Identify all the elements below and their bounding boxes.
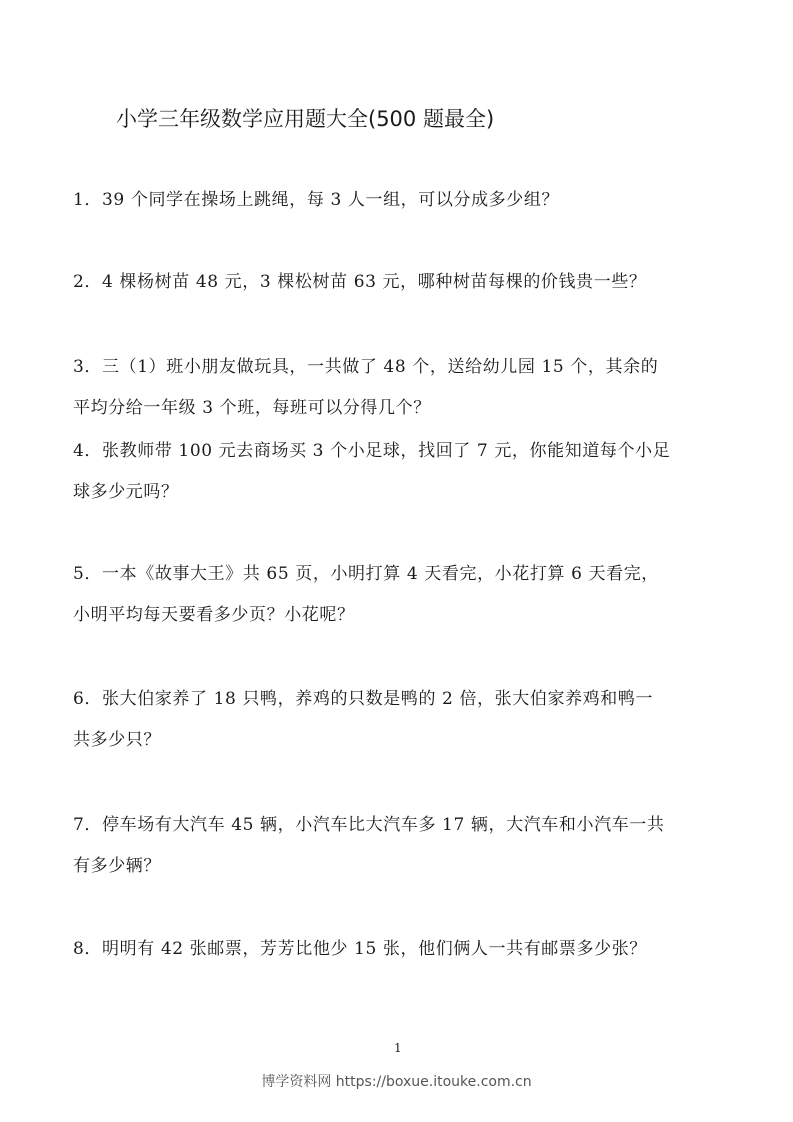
question-2: [73, 262, 723, 303]
question-8-line-1: 8．明明有 42 张邮票，芳芳比他少 15 张，他们俩人一共有邮票多少张？: [73, 939, 647, 959]
question-3: [73, 347, 723, 429]
question-6-line-1: 6．张大伯家养了 18 只鸭，养鸡的只数是鸭的 2 倍，张大伯家养鸡和鸭一: [73, 689, 654, 709]
question-5-line-2: 小明平均每天要看多少页？小花呢？: [73, 605, 355, 625]
question-7-line-2: 有多少辆？: [73, 856, 161, 876]
page-number: 1: [394, 1041, 402, 1055]
question-7-line-1: 7．停车场有大汽车 45 辆，小汽车比大汽车多 17 辆，大汽车和小汽车一共: [73, 815, 665, 835]
question-1-line-1: 1．39 个同学在操场上跳绳，每 3 人一组，可以分成多少组？: [73, 190, 560, 210]
question-4: [73, 431, 723, 513]
question-5: [73, 554, 723, 636]
question-4-line-2: 球多少元吗？: [73, 482, 179, 502]
footer-watermark: 博学资料网 https://boxue.itouke.com.cn: [261, 1074, 532, 1090]
question-7: [73, 805, 723, 887]
question-3-line-2: 平均分给一年级 3 个班，每班可以分得几个？: [73, 398, 431, 418]
question-6-line-2: 共多少只？: [73, 730, 161, 750]
question-2-line-1: 2．4 棵杨树苗 48 元，3 棵松树苗 63 元，哪种树苗每棵的价钱贵一些？: [73, 272, 647, 292]
question-1: [73, 180, 723, 221]
question-4-line-1: 4．张教师带 100 元去商场买 3 个小足球，找回了 7 元，你能知道每个小足: [73, 441, 671, 461]
question-5-line-1: 5．一本《故事大王》共 65 页，小明打算 4 天看完，小花打算 6 天看完，: [73, 564, 659, 584]
question-6: [73, 679, 723, 761]
question-3-line-1: 3．三（1）班小朋友做玩具，一共做了 48 个，送给幼儿园 15 个，其余的: [73, 357, 659, 377]
question-8: [73, 929, 723, 970]
page-title: 小学三年级数学应用题大全(500 题最全): [116, 107, 495, 131]
